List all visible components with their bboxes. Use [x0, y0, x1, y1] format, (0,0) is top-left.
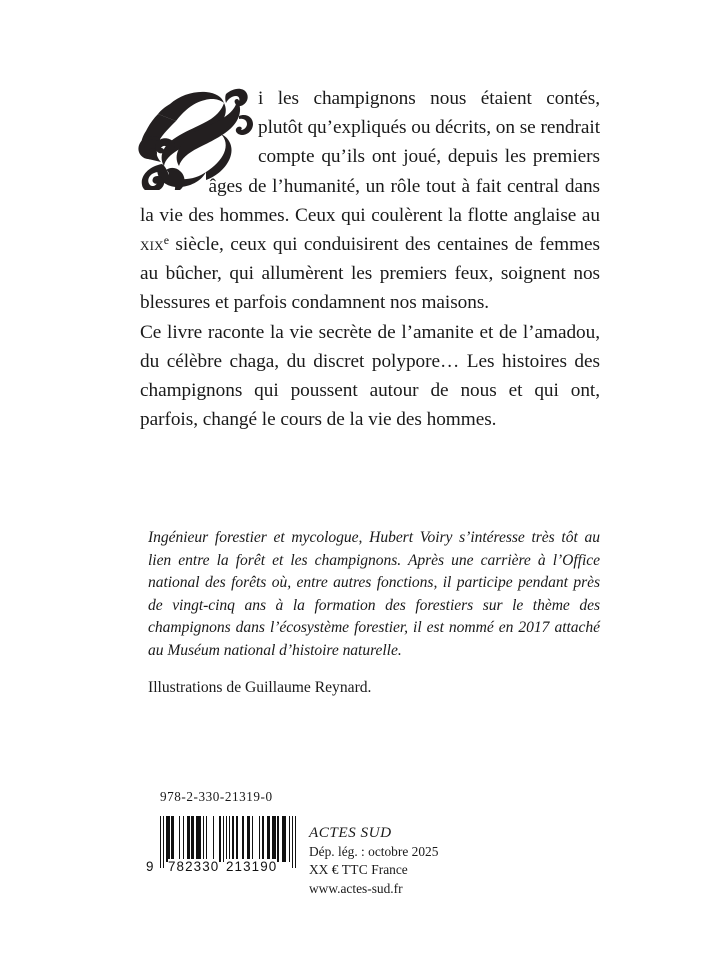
barcode-right-group: 213190: [226, 859, 278, 874]
century-small-caps: xix: [140, 234, 164, 255]
price-country: France: [367, 862, 408, 878]
author-biography-block: [148, 527, 600, 663]
price-prefix: XX €: [309, 862, 342, 878]
illustration-credit: Illustrations de Guillaume Reynard.: [148, 679, 372, 696]
blurb-paragraph-1-part-1: i les champignons nous étaient contés, plutôt qu’expliqués ou décrits, on se rendrait compte qu’ils ont joué, depuis les premiers âges de l’humanité, un rôle tout à fait central dans la vie des hommes. Ceux qui coulèrent la flotte anglaise au: [140, 88, 601, 226]
ean13-barcode: [146, 816, 298, 875]
author-biography-text: Ingénieur forestier et mycologue, Hubert Voiry s’intéresse très tôt au lien entre la forêt et les champignons. Après une carrière à l’Office national des forêts où, entre autres fonctions, il participe pendant près de vingt-cinq ans à la formation des forestiers sur le thème des champignons dans l’écosystème forestier, il est nommé en 2017 attaché au Muséum national d’histoire naturelle.: [148, 529, 600, 659]
blurb-text-block: [140, 84, 600, 434]
price-ttc: TTC: [341, 862, 368, 878]
blurb-paragraph-1-part-2: siècle, ceux qui conduisirent des centaines de femmes au bûcher, qui allumèrent les premiers feux, soignent nos blessures et parfois condamnent nos maisons.: [140, 234, 600, 314]
barcode-lead-digit: 9: [146, 859, 155, 874]
blurb-paragraph-1: [140, 84, 600, 318]
publisher-website[interactable]: www.actes-sud.fr: [309, 880, 403, 896]
ornate-swash-s-dropcap-icon: [136, 86, 254, 190]
barcode-left-group: 782330: [168, 859, 220, 874]
isbn-text: 978-2-330-21319-0: [160, 789, 273, 804]
legal-deposit-line: Dép. lég. : octobre 2025: [309, 844, 439, 859]
blurb-paragraph-2: Ce livre raconte la vie secrète de l’amanite et de l’amadou, du célèbre chaga, du discret polypore… Les histoires des champignons qui poussent autour de nous et qui ont, parfois, changé le cours de la vie des hommes.: [140, 321, 600, 431]
publisher-name: ACTES SUD: [309, 824, 392, 841]
century-superscript: e: [163, 232, 169, 247]
barcode-digits: [146, 859, 298, 875]
imprint-block: [309, 823, 438, 898]
price-line: [309, 861, 438, 879]
